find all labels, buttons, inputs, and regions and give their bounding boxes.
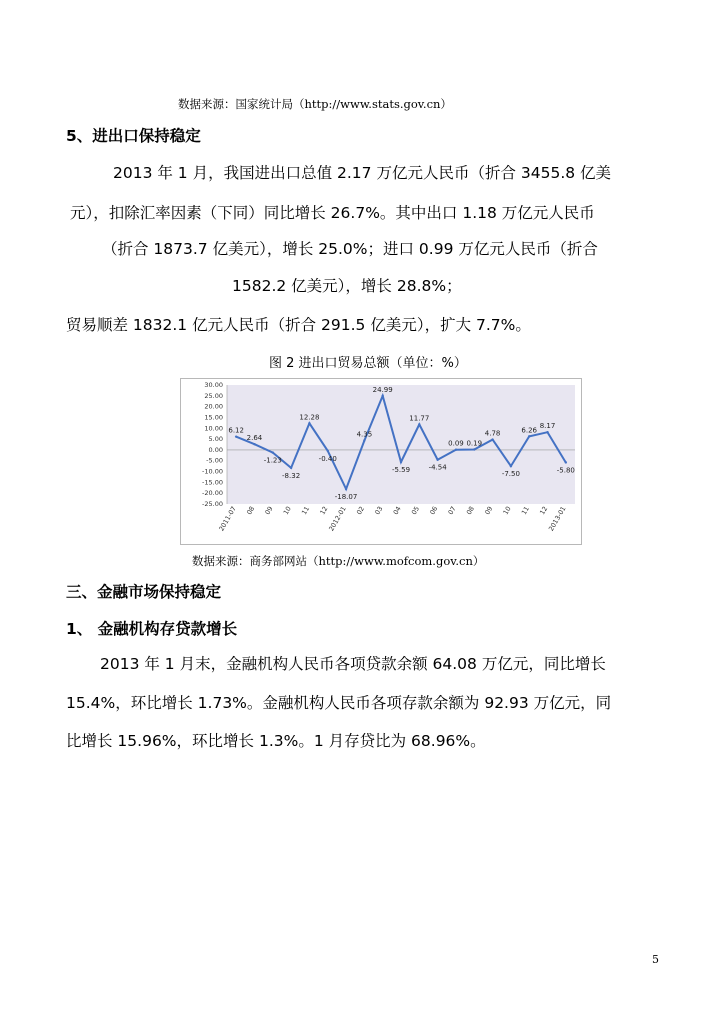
- x-tick-label: 06: [428, 505, 440, 517]
- paragraph-line: （折合 1873.7 亿美元），增长 25.0%；进口 0.99 万亿元人民币（折合: [102, 240, 598, 258]
- paragraph-line: 15.4%，环比增长 1.73%。金融机构人民币各项存款余额为 92.93 万亿元，同: [66, 694, 612, 712]
- y-tick-label: 30.00: [204, 381, 223, 389]
- y-tick-label: 20.00: [204, 402, 223, 411]
- data-label: -1.23: [263, 456, 282, 465]
- x-tick-label: 12: [538, 505, 550, 517]
- chart-container: [180, 378, 582, 545]
- x-tick-label: 03: [373, 505, 385, 517]
- page-number: 5: [652, 953, 659, 966]
- data-label: 0.19: [466, 439, 483, 448]
- data-label: 6.26: [521, 426, 538, 435]
- data-label: -5.80: [556, 466, 575, 475]
- x-tick-label: 2011-07: [217, 505, 238, 533]
- data-point: [272, 451, 274, 453]
- data-point: [436, 459, 438, 461]
- x-tick-label: 08: [245, 505, 257, 517]
- data-point: [235, 435, 237, 437]
- data-label: 12.28: [299, 413, 320, 422]
- data-point: [455, 449, 457, 451]
- x-tick-label: 11: [519, 505, 531, 517]
- x-tick-label: 11: [300, 505, 312, 517]
- data-point: [290, 467, 292, 469]
- y-tick-label: 0.00: [208, 445, 223, 454]
- data-point: [528, 435, 530, 437]
- paragraph-line: 比增长 15.96%，环比增长 1.3%。1 月存贷比为 68.96%。: [66, 732, 486, 750]
- data-label: 8.17: [539, 422, 556, 431]
- data-label: -5.59: [391, 466, 411, 475]
- data-label: -7.50: [501, 470, 520, 479]
- y-tick-label: -25.00: [202, 500, 223, 508]
- data-point: [418, 423, 420, 425]
- y-tick-label: -20.00: [202, 489, 223, 498]
- x-tick-label: 10: [281, 505, 293, 517]
- x-tick-label: 04: [391, 505, 403, 517]
- y-tick-label: -15.00: [202, 478, 223, 487]
- data-label: -8.32: [282, 471, 301, 480]
- y-tick-label: -10.00: [202, 467, 223, 476]
- section-heading-import-export: 5、进出口保持稳定: [66, 127, 201, 145]
- paragraph-line: 贸易顺差 1832.1 亿元人民币（折合 291.5 亿美元），扩大 7.7%。: [66, 316, 531, 334]
- data-label: 2.64: [246, 434, 263, 443]
- data-point: [345, 488, 347, 490]
- data-point: [327, 450, 329, 452]
- paragraph-line: 2013 年 1 月，我国进出口总值 2.17 万亿元人民币（折合 3455.8 亿美: [113, 164, 612, 182]
- x-tick-label: 07: [446, 505, 458, 517]
- section-heading-financial-market: 三、金融市场保持稳定: [66, 583, 222, 601]
- data-label: 4.78: [484, 429, 501, 438]
- data-source-stats: 数据来源：国家统计局（http://www.stats.gov.cn）: [178, 97, 452, 111]
- x-tick-label: 08: [464, 505, 476, 517]
- data-source-mofcom: 数据来源：商务部网站（http://www.mofcom.gov.cn）: [192, 554, 485, 568]
- plot-area: [227, 385, 575, 504]
- data-label: -18.07: [334, 493, 358, 502]
- data-label: 4.35: [356, 430, 373, 439]
- x-tick-label: 12: [318, 505, 330, 517]
- y-tick-label: 15.00: [204, 413, 223, 422]
- data-label: 0.09: [448, 439, 464, 448]
- data-label: 24.99: [372, 385, 393, 394]
- data-point: [381, 395, 383, 397]
- x-tick-label: 09: [483, 505, 495, 517]
- data-point: [253, 443, 255, 445]
- x-tick-label: 05: [409, 505, 422, 517]
- data-label: 11.77: [409, 414, 430, 423]
- data-point: [400, 461, 402, 463]
- data-label: -0.40: [318, 454, 337, 463]
- data-point: [510, 465, 512, 467]
- data-point: [565, 461, 567, 463]
- data-point: [363, 439, 365, 441]
- figure-caption: 图 2 进出口贸易总额（单位：%）: [269, 356, 467, 371]
- paragraph-line: 2013 年 1 月末，金融机构人民币各项贷款余额 64.08 万亿元，同比增长: [100, 655, 606, 673]
- data-point: [473, 448, 475, 450]
- data-point: [308, 422, 310, 424]
- x-tick-label: 10: [501, 505, 513, 517]
- subsection-heading-deposits-loans: 1、 金融机构存贷款增长: [66, 620, 238, 638]
- paragraph-line: 1582.2 亿美元），增长 28.8%；: [232, 277, 462, 295]
- x-tick-label: 09: [263, 505, 275, 517]
- x-tick-label: 2013-01: [547, 505, 568, 533]
- y-tick-label: 10.00: [204, 424, 223, 433]
- y-tick-label: 5.00: [208, 435, 223, 444]
- data-label: 6.12: [228, 426, 244, 435]
- x-tick-label: 02: [355, 505, 367, 517]
- data-point: [491, 438, 493, 440]
- y-tick-label: 25.00: [204, 391, 223, 400]
- line-chart: [181, 379, 581, 544]
- paragraph-line: 元），扣除汇率因素（下同）同比增长 26.7%。其中出口 1.18 万亿元人民币: [70, 204, 595, 222]
- data-point: [546, 431, 548, 433]
- x-tick-label: 2012-01: [327, 505, 348, 533]
- data-label: -4.54: [428, 463, 447, 472]
- y-tick-label: -5.00: [206, 456, 223, 465]
